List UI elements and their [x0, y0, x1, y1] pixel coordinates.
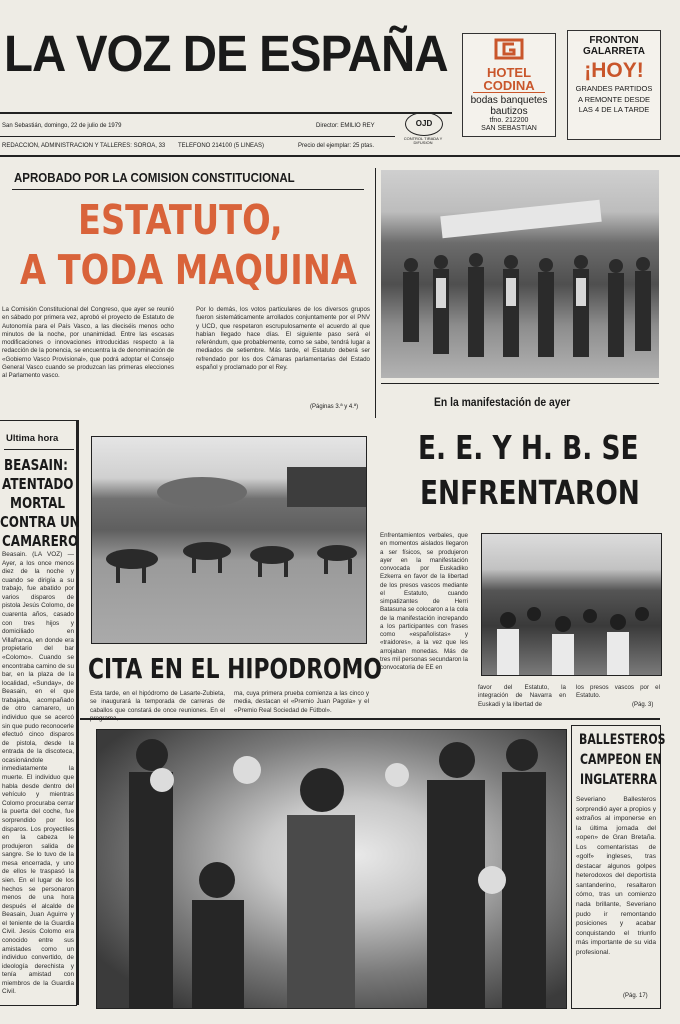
ultima-head-1: BEASAIN:: [4, 456, 68, 474]
ultima-head-3: MORTAL: [10, 494, 66, 512]
demonstration-photo: [381, 170, 659, 378]
racing-horses-image: [92, 437, 366, 643]
lead-headline-2: A TODA MAQUINA: [20, 246, 357, 294]
crowd-marching-image: [381, 170, 659, 378]
hotel-name-2: CODINA: [473, 79, 545, 93]
fronton-line-3: LAS 4 DE LA TARDE: [578, 105, 650, 115]
phone: TELEFONO 214100 (5 LINEAS): [178, 143, 265, 149]
photo-caption-rule: [381, 383, 659, 384]
hotel-codina-ad: [462, 33, 556, 137]
crowd-image: [482, 534, 661, 675]
crowd-photo: [481, 533, 662, 676]
masthead-rule-bottom: [0, 155, 680, 157]
bottom-rule: [80, 718, 660, 720]
vertical-rule-right: [375, 168, 376, 418]
hipodromo-col-1: Esta tarde, en el hipódromo de Lasarte-Zubieta, se inaugurará la temporada de carreras de caballos que constará de once reuniones. En el: [90, 690, 225, 714]
masthead-rule-top: [0, 112, 452, 114]
price: Precio del ejemplar: 25 ptas.: [298, 143, 375, 149]
ultima-head-4: CONTRA UN: [0, 513, 80, 531]
lead-kicker: APROBADO POR LA COMISION CONSTITUCIONAL: [14, 171, 295, 185]
manif-text-2: favor del Estatuto, la integración de Navarra en Euskadi y la libertad de: [478, 684, 566, 708]
ultima-text: Beasain. (LA VOZ) — Ayer, a los once menos diez de la noche y cuando se dirigía a su trabajo, fue abatido por varios disparos de pistola Jesús Colomo, de cuarenta años, casado con tres hijos y domiciliado en Villafranca, en donde era propietario del bar «Colomo». Cuando se encontraba camino de su bar, en la plaza de la localidad, «Sunday», de Beasain, en el que trabajaba, acompañado de otro camarero, un individuo que se acercó sin que pudo reconocerle efectuó cinco disparos de pistola, desde la entrada de la discoteca, ocasionándole inmediatamente la muerte. El individuo que habla desde dentro del vehículo y mientras Colomo procuraba cerrar la puerta del coche, fue sorprendido por los disparos. Los proyectiles en la cabeza le produjeron salida de sangre. Se lo tuvo de la mesa encerrada, y uno de ellos le traspasó la sien. En el lugar de los hechos se personaron menos de una hora después el alcalde de Beasain, Juan Aguirre y el teniente de la Guardia Civil. Jesús Colomo era conocido entre sus amistades como un individuo convertido, de ideología derechista y tenía amistad con miembros de la Guardia Civil.: [2, 551, 74, 996]
hotel-city: SAN SEBASTIAN: [481, 125, 537, 133]
hotel-line-2: bautizos: [490, 106, 528, 117]
hotel-phone: tfno. 212200: [489, 117, 529, 124]
manif-headline-2: ENFRENTARON: [420, 473, 640, 512]
masthead-rule-mid: [0, 136, 395, 137]
hotel-name-1: HOTEL: [486, 65, 532, 80]
ultima-head-2: ATENTADO: [2, 475, 74, 493]
hotel-logo-icon: [494, 38, 524, 60]
golfer-celebration-image: [97, 730, 566, 1008]
ultima-rule: [4, 449, 74, 450]
manif-text-3: los presos vascos por el Estatuto.: [576, 684, 660, 700]
address: REDACCION, ADMINISTRACION Y TALLERES: SOROA, 33: [2, 143, 166, 149]
ballesteros-page: (Pág. 17): [623, 993, 648, 999]
ballesteros-text: Severiano Ballesteros sorprendió ayer a propios y extraños al imponerse en la última jornada del «open» de Gran Bretaña. Los comentaristas de «golf» ingleses, tras destacar algunos golpes heterodoxos del deportista santanderino, resaltaron cómo, tras un comienzo nada brillante, Severiano pudo ir remontando posiciones y acabar conquistando el triunfo más importante de su vida profesional.: [576, 796, 656, 956]
control-tirada: CONTROL TIRADA Y DIFUSION: [403, 136, 443, 146]
fronton-title-1: FRONTON: [589, 35, 639, 46]
hipodromo-headline: CITA EN EL HIPODROMO: [88, 652, 382, 685]
ballesteros-head-2: CAMPEON EN: [580, 752, 662, 768]
fronton-galarreta-ad: [567, 30, 661, 140]
manif-caption: En la manifestación de ayer: [434, 397, 571, 409]
ojd-logo-icon: OJD: [405, 112, 443, 136]
fronton-hoy: ¡HOY!: [584, 59, 644, 82]
lead-pages: (Páginas 3.ª y 4.ª): [310, 404, 359, 410]
hipodromo-col-2: ma, cuya primera prueba comienza a las cinco y media, destacan el «Premio Juan Pagola» y el «Premio Real Sociedad de Fútbol».: [234, 690, 369, 714]
horse-race-photo: [91, 436, 367, 644]
manif-text: Enfrentamientos verbales, que en momentos aislados llegaron a ser físicos, se produjeron ayer en la manifestación convocada por Euskadiko Ezkerra en favor de la libertad de los presos vascos mediante el Estatuto, cuando simpatizantes de Herri Batasuna se colocaron a la cola de la manifestación increpando a los participantes con frases como «españolistas» y «traidores», a la vez que les arrojaban monedas. Más de tres mil personas secundaron la convocatoria de EE en: [380, 532, 468, 671]
ultima-head-5: CAMARERO: [2, 532, 79, 550]
director: Director: EMILIO REY: [316, 123, 375, 129]
ballesteros-head-3: INGLATERRA: [580, 772, 657, 788]
ultima-label: Ultima hora: [6, 433, 59, 444]
lead-headline-1: ESTATUTO,: [78, 196, 283, 244]
lead-column-2: Por lo demás, los votos particulares de los diversos grupos fueron sistemáticamente arrollados conjuntamente por el PNV y UCD, que respetaron escrupulosamente el acuerdo al que habían llegado hace días. El siguiente paso será el referéndum, que probablemente, como se sabe, tendrá lugar a mediados de setiembre. Más tarde, el Estatuto deberá ser refrendado por los dos Cámaras parlamentarias del Estado español y proclamado por el Rey.: [196, 306, 370, 371]
ballesteros-photo: [96, 729, 567, 1009]
hotel-line-1: bodas banquetes: [470, 95, 548, 106]
manif-headline-1: E. E. Y H. B. SE: [418, 428, 639, 467]
fronton-title-2: GALARRETA: [582, 46, 646, 57]
lead-column-1: La Comisión Constitucional del Congreso, que ayer se reunió en sábado por primera vez, aprobó el proyecto de Estatuto de Autonomía para el País Vasco, a las dieciséis menos ocho minutos de la noche, por unanimidad. Entre las escasas modificaciones o innovaciones introducidas respecto a la redacción de la ponencia, se encuentra la de denominación de «Gobierno Vasco Provisional», que podrá adoptar el Consejo General Vasco cuando se produzcan las primeras elecciones al Parlamento vasco.: [2, 306, 174, 379]
manif-page: (Pág. 3): [632, 702, 654, 708]
newspaper-title: LA VOZ DE ESPAÑA: [4, 25, 448, 82]
ballesteros-head-1: BALLESTEROS: [579, 732, 666, 748]
lead-kicker-rule: [12, 189, 364, 190]
vertical-rule-left: [77, 420, 79, 1005]
dateline: San Sebastián, domingo, 22 de julio de 1979: [2, 123, 122, 129]
fronton-line-1: GRANDES PARTIDOS: [575, 84, 653, 94]
fronton-line-2: A REMONTE DESDE: [577, 94, 651, 104]
